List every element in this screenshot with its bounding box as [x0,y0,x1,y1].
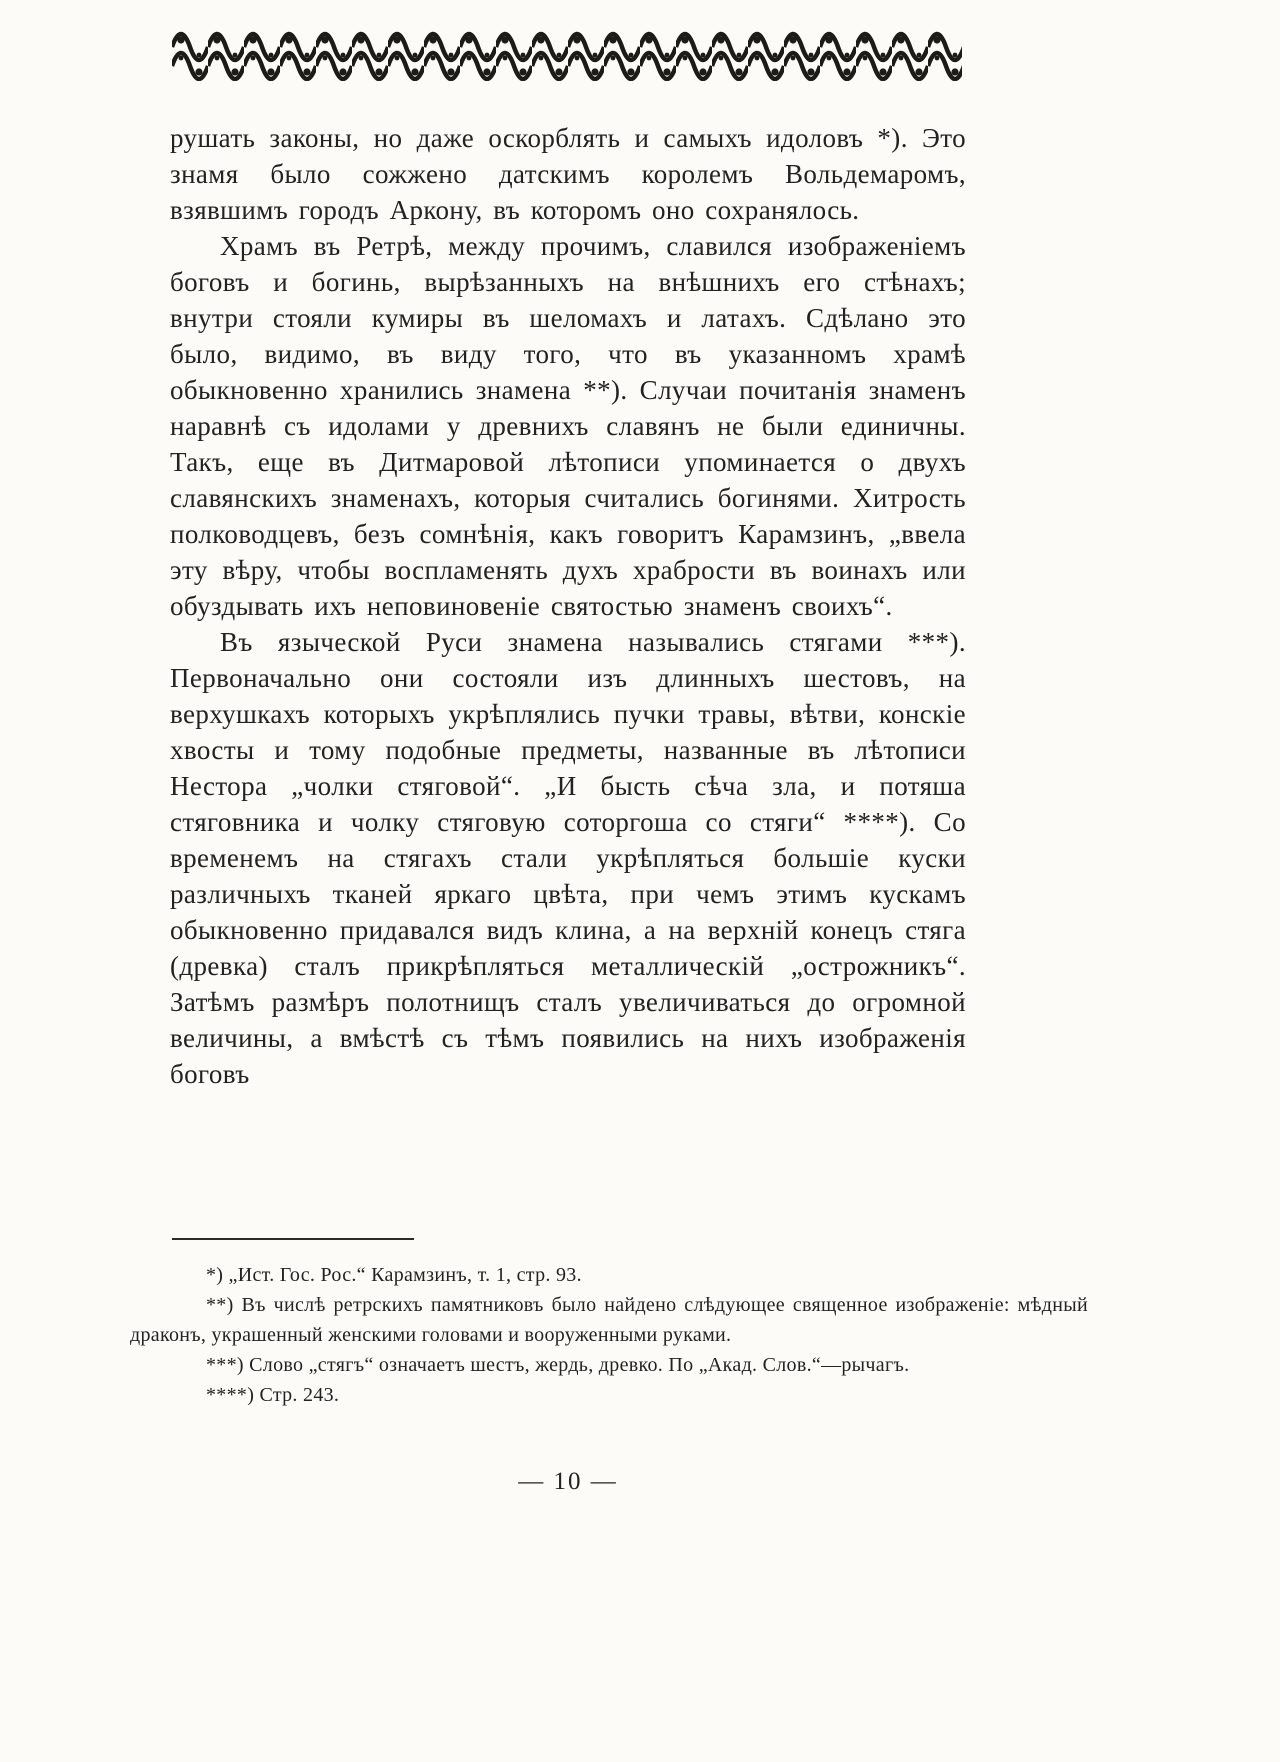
footnote-2: **) Въ числѣ ретрскихъ памятниковъ было найдено слѣдующее священное изображеніе: мѣдный драконъ, украшенный женскими головами и вооруженными руками. [130,1294,1088,1346]
footnote-4: ****) Стр. 243. [206,1384,340,1406]
paragraph-pagan-rus-banners: Въ языческой Руси знамена назывались стягами ***). Первоначально они состояли изъ длинныхъ шестовъ, на верхушкахъ которыхъ укрѣплялись пучки травы, вѣтви, конскіе хвосты и тому подобные предметы, названные въ лѣтописи Нестора „чолки стяговой“. „И бысть сѣча зла, и потяша стяговника и чолку стяговую соторгоша со стяги“ ****). Со временемъ на стягахъ стали укрѣпляться большіе куски различныхъ тканей яркаго цвѣта, при чемъ этимъ кускамъ обыкновенно придавался видъ клина, а на верхній конецъ стяга (древка) сталъ прикрѣпляться металлическій „острожникъ“. Затѣмъ размѣръ полотнищъ сталъ увеличиваться до огромной величины, а вмѣстѣ съ тѣмъ появились на нихъ изображенія боговъ [170,627,966,1089]
footnote-1: *) „Ист. Гос. Рос.“ Карамзинъ, т. 1, стр. 93. [206,1264,582,1286]
paragraph-temple-retra: Храмъ въ Ретрѣ, между прочимъ, славился изображеніемъ боговъ и богинь, вырѣзанныхъ на внѣшнихъ его стѣнахъ; внутри стояли кумиры въ шеломахъ и латахъ. Сдѣлано это было, видимо, въ виду того, что въ указанномъ храмѣ обыкновенно хранились знамена **). Случаи почитанія знаменъ наравнѣ съ идолами у древнихъ славянъ не были единичны. Такъ, еще въ Дитмаровой лѣтописи упоминается о двухъ славянскихъ знаменахъ, которыя считались богинями. Хитрость полководцевъ, безъ сомнѣнія, какъ говоритъ Карамзинъ, „ввела эту вѣру, чтобы воспламенять духъ храбрости въ воинахъ или обуздывать ихъ неповиновеніе святостью знаменъ своихъ“. [170,231,966,621]
footnotes-section [130,1238,1088,1410]
main-text-column [170,120,966,1092]
footnote-divider-rule [172,1238,414,1240]
ornamental-header-border-icon [172,30,962,82]
page-number: — 10 — [518,1468,618,1495]
paragraph-continuation: рушать законы, но даже оскорблять и самыхъ идоловъ *). Это знамя было сожжено датскимъ королемъ Вольдемаромъ, взявшимъ городъ Аркону, въ которомъ оно сохранялось. [170,123,966,225]
footnote-3: ***) Слово „стягъ“ означаетъ шестъ, жердь, древко. По „Акад. Слов.“—рычагъ. [206,1354,910,1376]
